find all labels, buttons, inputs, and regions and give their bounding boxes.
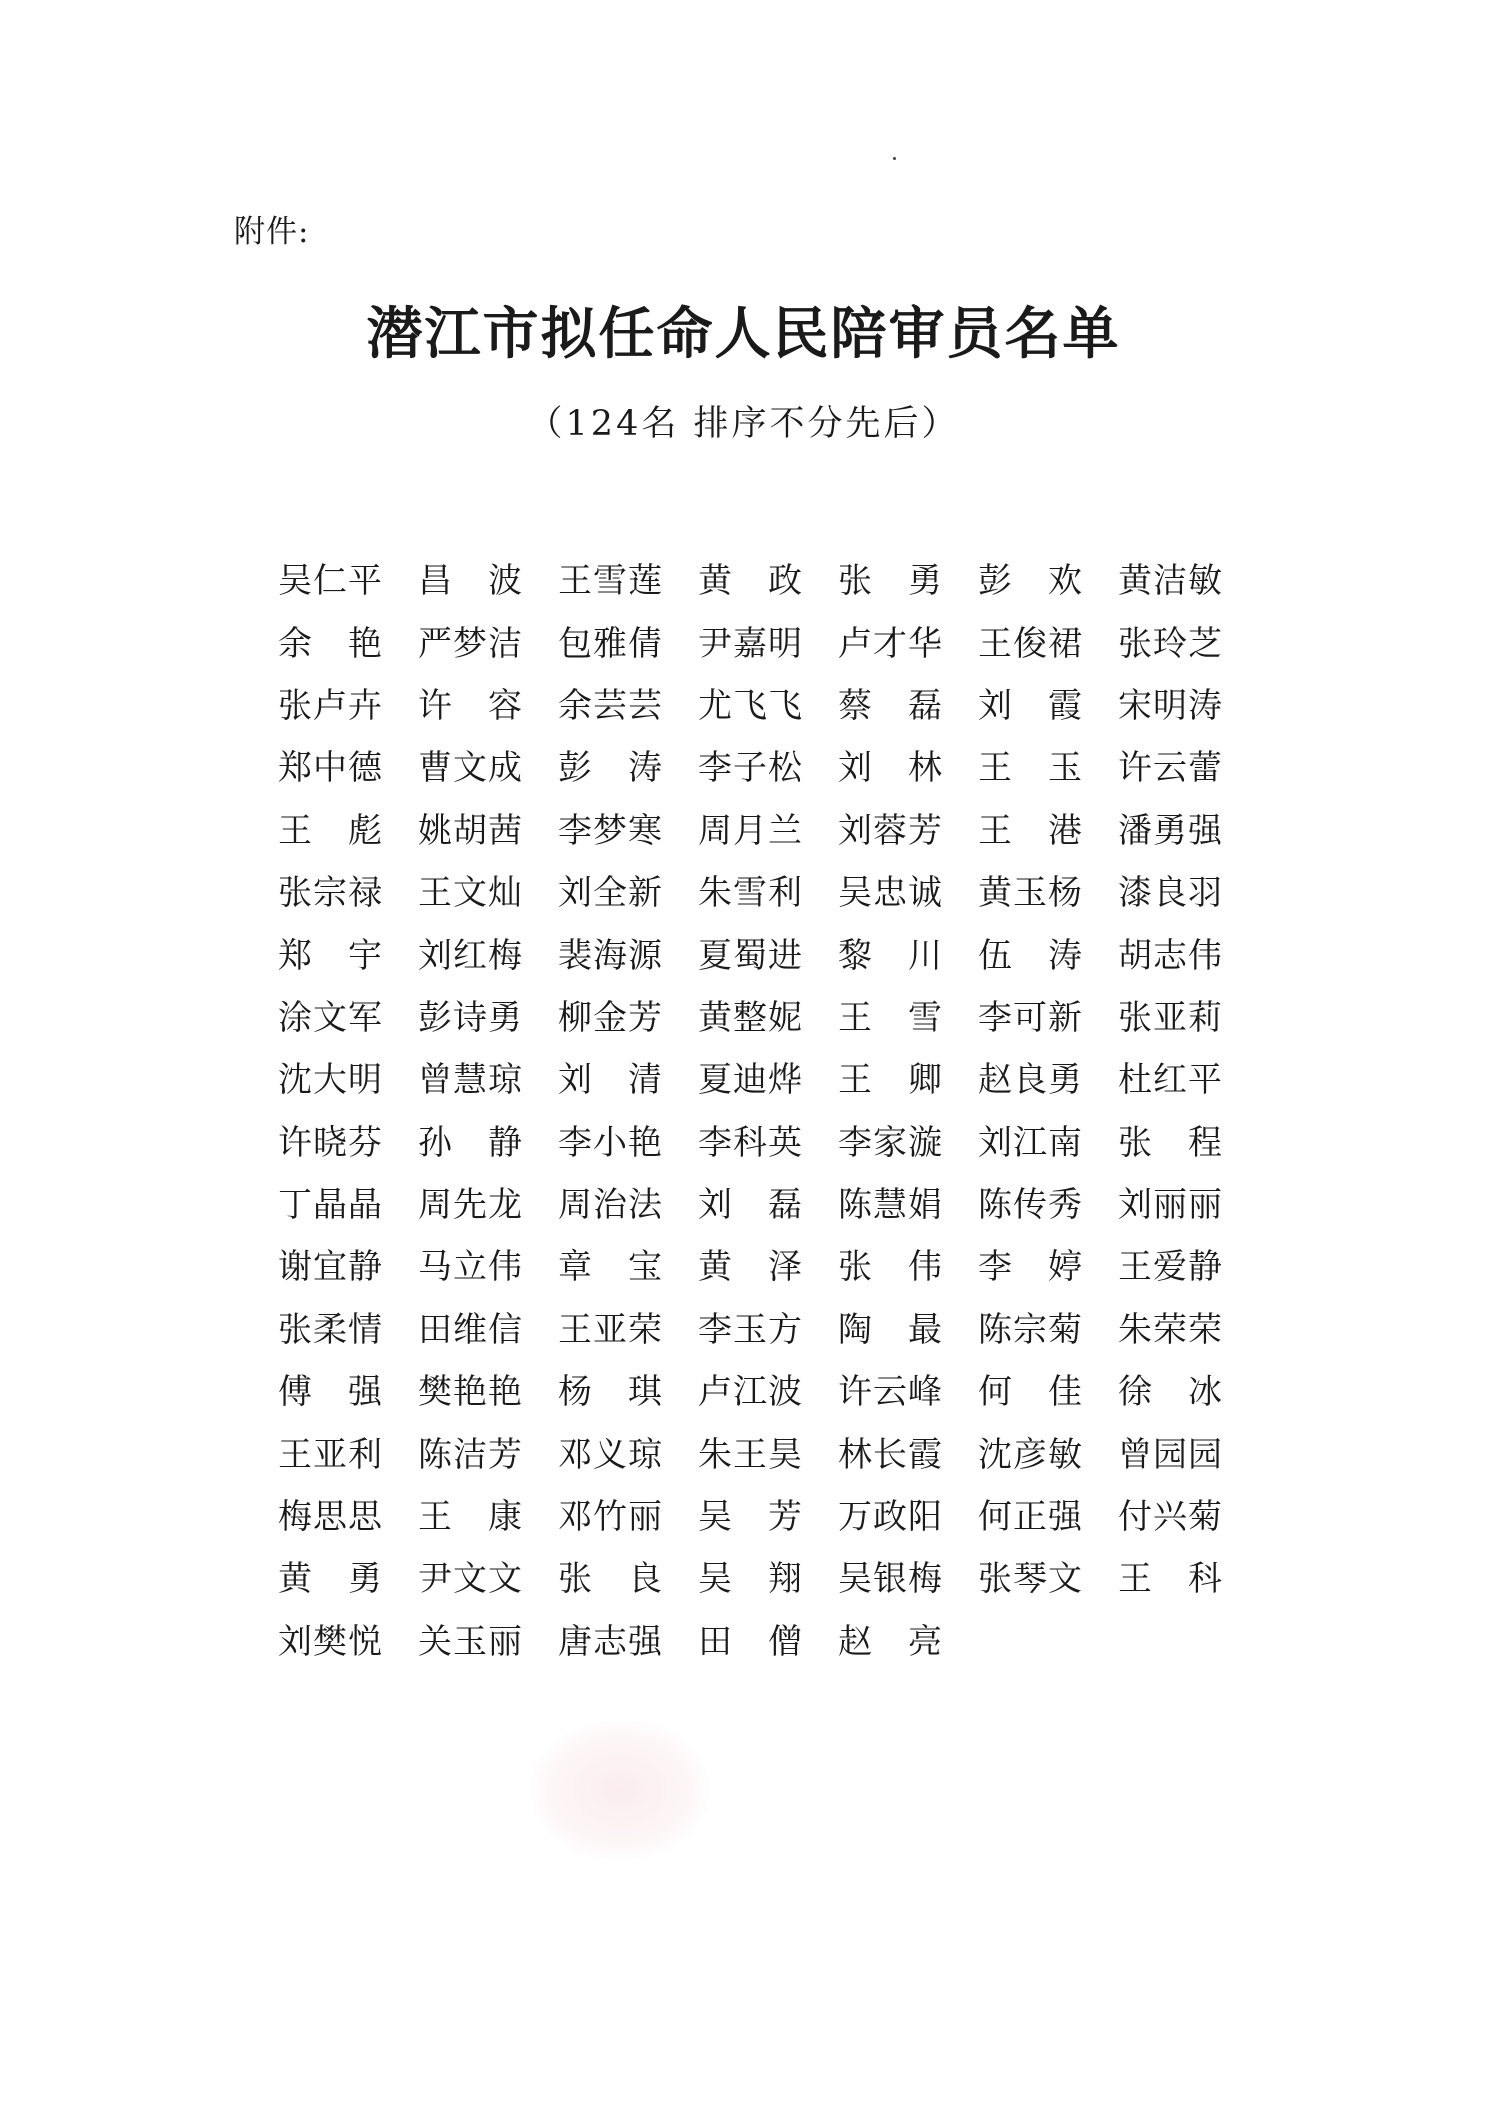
name-text: 梅 思 思 xyxy=(278,1497,382,1538)
name-text: 曾 慧 琼 xyxy=(418,1060,522,1101)
name-item xyxy=(698,924,838,986)
name-text: 黄 洁 敏 xyxy=(1118,561,1222,602)
name-item xyxy=(698,800,838,862)
name-text: 周 治 法 xyxy=(558,1185,662,1226)
name-item xyxy=(278,1548,418,1610)
name-text: 邓 竹 丽 xyxy=(558,1497,662,1538)
name-text: 王 港 xyxy=(978,810,1082,851)
name-item xyxy=(1118,800,1258,862)
name-item xyxy=(698,1361,838,1423)
name-item xyxy=(698,1174,838,1236)
name-text: 周 月 兰 xyxy=(698,810,802,851)
name-item xyxy=(558,737,698,799)
name-text: 彭 涛 xyxy=(558,748,662,789)
name-text: 傅 强 xyxy=(278,1372,382,1413)
name-text: 夏 蜀 进 xyxy=(698,935,802,976)
name-item xyxy=(978,800,1118,862)
name-item xyxy=(838,612,978,674)
name-item xyxy=(698,987,838,1049)
name-text: 吴 忠 诚 xyxy=(838,873,942,914)
name-text: 黄 政 xyxy=(698,561,802,602)
name-item xyxy=(838,1361,978,1423)
name-text: 朱 王 昊 xyxy=(698,1434,802,1475)
name-item xyxy=(418,924,558,986)
name-item xyxy=(1118,1112,1258,1174)
name-item xyxy=(698,1112,838,1174)
name-text: 刘 林 xyxy=(838,748,942,789)
name-text: 尹 嘉 明 xyxy=(698,623,802,664)
name-text: 田 僧 xyxy=(698,1621,802,1662)
name-text: 彭 欢 xyxy=(978,561,1082,602)
name-text: 刘 丽 丽 xyxy=(1118,1185,1222,1226)
name-item xyxy=(558,1236,698,1298)
name-text: 卢 才 华 xyxy=(838,623,942,664)
name-item xyxy=(838,737,978,799)
name-item xyxy=(978,1049,1118,1111)
name-item xyxy=(978,987,1118,1049)
name-item xyxy=(418,1548,558,1610)
name-text: 孙 静 xyxy=(418,1122,522,1163)
name-text: 谢 宜 静 xyxy=(278,1247,382,1288)
name-item xyxy=(838,1548,978,1610)
name-text: 余 艳 xyxy=(278,623,382,664)
name-item xyxy=(838,1049,978,1111)
name-text: 赵 亮 xyxy=(838,1621,942,1662)
name-item xyxy=(558,1611,698,1673)
name-item xyxy=(418,1049,558,1111)
name-item xyxy=(838,550,978,612)
name-text: 李 科 英 xyxy=(698,1122,802,1163)
name-text: 付 兴 菊 xyxy=(1118,1497,1222,1538)
name-item xyxy=(698,612,838,674)
name-text: 朱 荣 荣 xyxy=(1118,1309,1222,1350)
name-item xyxy=(978,1236,1118,1298)
name-item xyxy=(278,737,418,799)
name-text: 严 梦 洁 xyxy=(418,623,522,664)
name-text: 吴 翔 xyxy=(698,1559,802,1600)
name-text: 黎 川 xyxy=(838,935,942,976)
name-item xyxy=(278,1486,418,1548)
name-text: 李 子 松 xyxy=(698,748,802,789)
name-text: 曾 园 园 xyxy=(1118,1434,1222,1475)
name-item xyxy=(418,1174,558,1236)
name-item xyxy=(698,1611,838,1673)
name-item xyxy=(978,1299,1118,1361)
name-text: 田 维 信 xyxy=(418,1309,522,1350)
name-item xyxy=(838,924,978,986)
name-text: 许 云 蕾 xyxy=(1118,748,1222,789)
name-text: 马 立 伟 xyxy=(418,1247,522,1288)
name-text: 张 勇 xyxy=(838,561,942,602)
name-item xyxy=(418,550,558,612)
name-text: 陈 洁 芳 xyxy=(418,1434,522,1475)
name-item xyxy=(278,1423,418,1485)
name-item xyxy=(418,1423,558,1485)
name-text: 许 云 峰 xyxy=(838,1372,942,1413)
name-item xyxy=(698,737,838,799)
name-item xyxy=(978,737,1118,799)
name-text: 陶 最 xyxy=(838,1309,942,1350)
name-text: 杜 红 平 xyxy=(1118,1060,1222,1101)
name-text: 吴 银 梅 xyxy=(838,1559,942,1600)
name-item xyxy=(978,1361,1118,1423)
name-text: 王 彪 xyxy=(278,810,382,851)
name-item xyxy=(558,924,698,986)
name-text: 张 琴 文 xyxy=(978,1559,1082,1600)
name-text: 吴 仁 平 xyxy=(278,561,382,602)
name-text: 裴 海 源 xyxy=(558,935,662,976)
name-text: 李 梦 寒 xyxy=(558,810,662,851)
name-text: 何 正 强 xyxy=(978,1497,1082,1538)
name-text: 李 小 艳 xyxy=(558,1122,662,1163)
name-text: 柳 金 芳 xyxy=(558,997,662,1038)
name-text: 张 卢 卉 xyxy=(278,685,382,726)
name-item xyxy=(838,1423,978,1485)
name-text: 漆 良 羽 xyxy=(1118,873,1222,914)
document-title: 潜江市拟任命人民陪审员名单 xyxy=(366,301,1121,367)
name-item xyxy=(278,800,418,862)
name-item xyxy=(978,1423,1118,1485)
name-item xyxy=(278,675,418,737)
name-text: 关 玉 丽 xyxy=(418,1621,522,1662)
name-text: 刘 磊 xyxy=(698,1185,802,1226)
name-text: 唐 志 强 xyxy=(558,1621,662,1662)
name-item xyxy=(1118,1486,1258,1548)
name-text: 林 长 霞 xyxy=(838,1434,942,1475)
name-text: 赵 良 勇 xyxy=(978,1060,1082,1101)
names-list xyxy=(278,550,1258,1673)
name-item xyxy=(838,987,978,1049)
name-text: 王 亚 荣 xyxy=(558,1309,662,1350)
name-item xyxy=(558,550,698,612)
name-item xyxy=(418,800,558,862)
name-item xyxy=(278,550,418,612)
name-text: 沈 彦 敏 xyxy=(978,1434,1082,1475)
name-item xyxy=(418,1611,558,1673)
name-item xyxy=(698,1049,838,1111)
name-item xyxy=(278,987,418,1049)
name-item xyxy=(418,987,558,1049)
name-item xyxy=(558,1361,698,1423)
name-text: 李 家 漩 xyxy=(838,1122,942,1163)
name-item xyxy=(838,1236,978,1298)
name-text: 王 雪 莲 xyxy=(558,561,662,602)
name-text: 张 柔 情 xyxy=(278,1309,382,1350)
name-item xyxy=(418,612,558,674)
name-item xyxy=(978,1548,1118,1610)
name-item xyxy=(838,675,978,737)
name-text: 邓 义 琼 xyxy=(558,1434,662,1475)
name-item xyxy=(838,1112,978,1174)
name-item xyxy=(418,862,558,924)
name-item xyxy=(558,1486,698,1548)
name-text: 潘 勇 强 xyxy=(1118,810,1222,851)
name-text: 黄 勇 xyxy=(278,1559,382,1600)
name-item xyxy=(1118,1548,1258,1610)
name-text: 张 宗 禄 xyxy=(278,873,382,914)
name-text: 尤 飞 飞 xyxy=(698,685,802,726)
name-item xyxy=(838,800,978,862)
name-item xyxy=(558,1112,698,1174)
name-text: 涂 文 军 xyxy=(278,997,382,1038)
name-item xyxy=(558,1299,698,1361)
name-item xyxy=(558,862,698,924)
document-subtitle: （124名 排序不分先后） xyxy=(527,404,960,444)
name-item xyxy=(558,612,698,674)
name-text: 包 雅 倩 xyxy=(558,623,662,664)
name-item xyxy=(418,1361,558,1423)
name-item xyxy=(558,1174,698,1236)
name-text: 沈 大 明 xyxy=(278,1060,382,1101)
name-text: 李 玉 方 xyxy=(698,1309,802,1350)
name-item xyxy=(978,675,1118,737)
name-item xyxy=(1118,1299,1258,1361)
name-item xyxy=(838,1486,978,1548)
name-text: 陈 宗 菊 xyxy=(978,1309,1082,1350)
name-text: 刘 全 新 xyxy=(558,873,662,914)
name-item xyxy=(278,1611,418,1673)
name-item xyxy=(698,1299,838,1361)
name-item xyxy=(1118,675,1258,737)
name-text: 张 良 xyxy=(558,1559,662,1600)
name-text: 许 晓 芬 xyxy=(278,1122,382,1163)
name-item xyxy=(838,862,978,924)
name-text: 宋 明 涛 xyxy=(1118,685,1222,726)
name-item xyxy=(418,675,558,737)
name-item xyxy=(838,1611,978,1673)
name-item xyxy=(278,1299,418,1361)
name-item xyxy=(558,675,698,737)
name-item xyxy=(278,924,418,986)
scan-speck xyxy=(893,157,896,160)
name-item xyxy=(698,1236,838,1298)
name-text: 昌 波 xyxy=(418,561,522,602)
name-text: 王 爱 静 xyxy=(1118,1247,1222,1288)
name-item xyxy=(278,1174,418,1236)
name-item xyxy=(1118,550,1258,612)
name-item xyxy=(418,737,558,799)
name-item xyxy=(278,612,418,674)
name-item xyxy=(558,1548,698,1610)
name-text: 杨 琪 xyxy=(558,1372,662,1413)
name-text: 王 亚 利 xyxy=(278,1434,382,1475)
name-text: 彭 诗 勇 xyxy=(418,997,522,1038)
name-text: 夏 迪 烨 xyxy=(698,1060,802,1101)
name-item xyxy=(698,1486,838,1548)
name-text: 蔡 磊 xyxy=(838,685,942,726)
name-text: 曹 文 成 xyxy=(418,748,522,789)
name-text: 张 程 xyxy=(1118,1122,1222,1163)
name-text: 刘 霞 xyxy=(978,685,1082,726)
name-item xyxy=(1118,924,1258,986)
name-text: 刘 蓉 芳 xyxy=(838,810,942,851)
name-text: 伍 涛 xyxy=(978,935,1082,976)
name-item xyxy=(558,987,698,1049)
name-item xyxy=(558,1049,698,1111)
name-text: 尹 文 文 xyxy=(418,1559,522,1600)
name-text: 张 玲 芝 xyxy=(1118,623,1222,664)
name-item xyxy=(278,862,418,924)
name-text: 刘 清 xyxy=(558,1060,662,1101)
name-text: 余 芸 芸 xyxy=(558,685,662,726)
name-text: 胡 志 伟 xyxy=(1118,935,1222,976)
name-item xyxy=(1118,1423,1258,1485)
name-text: 万 政 阳 xyxy=(838,1497,942,1538)
name-item xyxy=(838,1174,978,1236)
name-item xyxy=(558,1423,698,1485)
faded-seal-stamp xyxy=(530,1720,710,1860)
name-item xyxy=(1118,987,1258,1049)
name-text: 朱 雪 利 xyxy=(698,873,802,914)
name-text: 郑 宇 xyxy=(278,935,382,976)
name-text: 卢 江 波 xyxy=(698,1372,802,1413)
name-item xyxy=(978,862,1118,924)
name-text: 王 俊 裙 xyxy=(978,623,1082,664)
name-item xyxy=(698,550,838,612)
name-text: 姚 胡 茜 xyxy=(418,810,522,851)
name-text: 王 科 xyxy=(1118,1559,1222,1600)
name-item xyxy=(1118,862,1258,924)
name-item xyxy=(1118,1174,1258,1236)
name-text: 黄 玉 杨 xyxy=(978,873,1082,914)
name-text: 陈 慧 娟 xyxy=(838,1185,942,1226)
name-text: 丁 晶 晶 xyxy=(278,1185,382,1226)
name-text: 黄 整 妮 xyxy=(698,997,802,1038)
name-text: 刘 红 梅 xyxy=(418,935,522,976)
name-text: 吴 芳 xyxy=(698,1497,802,1538)
name-item xyxy=(418,1486,558,1548)
name-text: 张 亚 莉 xyxy=(1118,997,1222,1038)
name-item xyxy=(978,924,1118,986)
name-text: 李 可 新 xyxy=(978,997,1082,1038)
name-text: 樊 艳 艳 xyxy=(418,1372,522,1413)
name-item xyxy=(698,862,838,924)
name-item xyxy=(418,1299,558,1361)
name-text: 刘 江 南 xyxy=(978,1122,1082,1163)
name-item xyxy=(978,550,1118,612)
name-item xyxy=(838,1299,978,1361)
name-text: 李 婷 xyxy=(978,1247,1082,1288)
attachment-label: 附件: xyxy=(234,214,310,250)
name-item xyxy=(1118,1361,1258,1423)
name-text: 王 康 xyxy=(418,1497,522,1538)
name-item xyxy=(698,1423,838,1485)
name-text: 王 玉 xyxy=(978,748,1082,789)
name-text: 陈 传 秀 xyxy=(978,1185,1082,1226)
name-item xyxy=(278,1049,418,1111)
name-text: 张 伟 xyxy=(838,1247,942,1288)
name-item xyxy=(418,1112,558,1174)
name-text: 周 先 龙 xyxy=(418,1185,522,1226)
name-item xyxy=(978,1112,1118,1174)
name-item xyxy=(1118,737,1258,799)
name-text: 何 佳 xyxy=(978,1372,1082,1413)
name-item xyxy=(698,1548,838,1610)
name-item xyxy=(698,675,838,737)
name-item xyxy=(278,1112,418,1174)
name-text: 郑 中 德 xyxy=(278,748,382,789)
name-text: 徐 冰 xyxy=(1118,1372,1222,1413)
name-item xyxy=(558,800,698,862)
name-text: 许 容 xyxy=(418,685,522,726)
name-text: 王 雪 xyxy=(838,997,942,1038)
name-item xyxy=(418,1236,558,1298)
name-text: 黄 泽 xyxy=(698,1247,802,1288)
name-text: 王 文 灿 xyxy=(418,873,522,914)
name-item xyxy=(1118,1049,1258,1111)
name-item xyxy=(1118,612,1258,674)
name-text: 刘 樊 悦 xyxy=(278,1621,382,1662)
name-item xyxy=(1118,1236,1258,1298)
name-item xyxy=(978,1486,1118,1548)
name-item xyxy=(978,1174,1118,1236)
name-text: 章 宝 xyxy=(558,1247,662,1288)
name-item xyxy=(978,612,1118,674)
name-text: 王 卿 xyxy=(838,1060,942,1101)
name-item xyxy=(278,1236,418,1298)
name-item xyxy=(278,1361,418,1423)
